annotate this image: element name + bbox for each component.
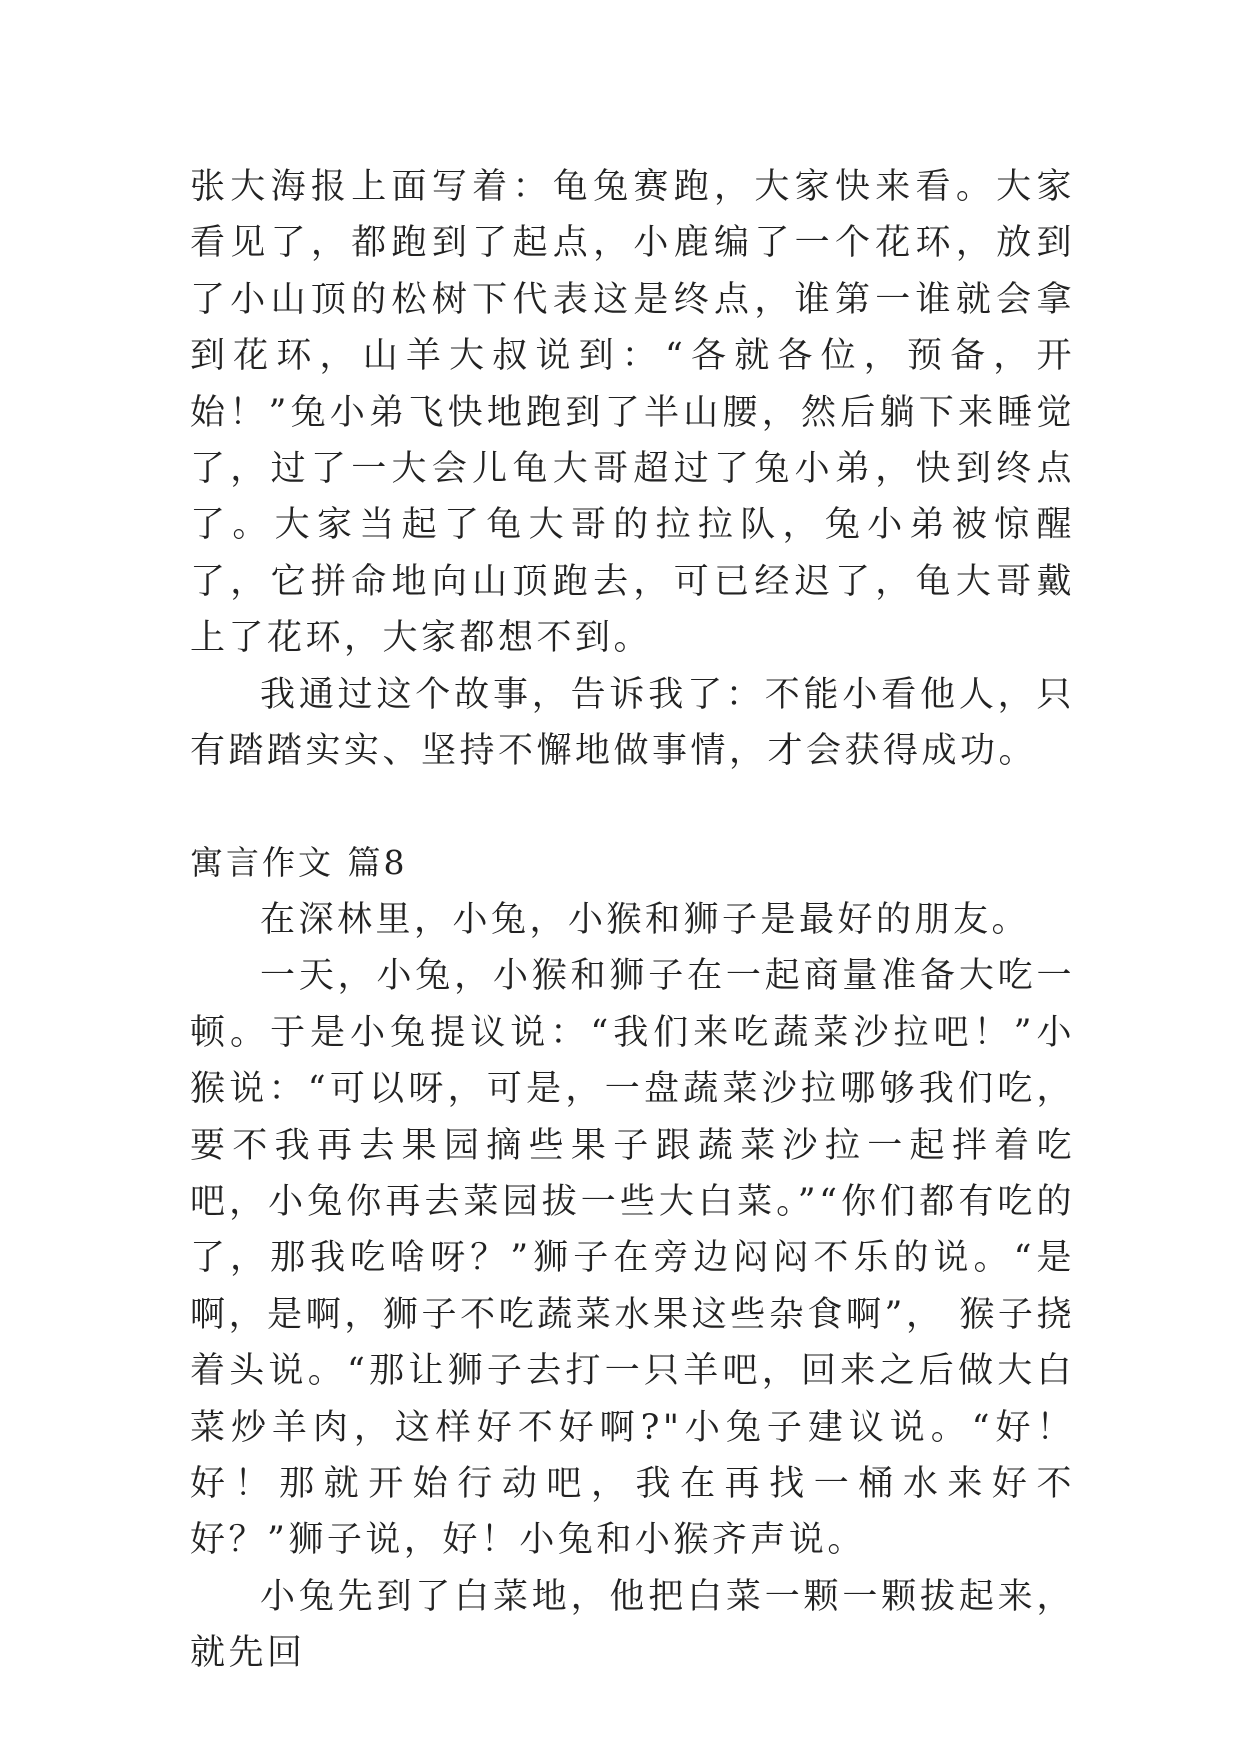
section-gap (190, 779, 1075, 835)
document-body (190, 159, 1075, 1682)
story-paragraph-dialogue: 一天，小兔，小猴和狮子在一起商量准备大吃一顿。于是小兔提议说：“我们来吃蔬菜沙拉吧！”小猴说：“可以呀，可是，一盘蔬菜沙拉哪够我们吃，要不我再去果园摘些果子跟蔬菜沙拉一起拌着吃吧，小兔你再去菜园拔一些大白菜。”“你们都有吃的了，那我吃啥呀？”狮子在旁边闷闷不乐的说。“是啊，是啊，狮子不吃蔬菜水果这些杂食啊”， 猴子挠着头说。“那让狮子去打一只羊吧，回来之后做大白菜炒羊肉，这样好不好啊?"小兔子建议说。“好！好！那就开始行动吧，我在再找一桶水来好不好？”狮子说，好！小兔和小猴齐声说。 (190, 956, 1075, 1561)
story-paragraph-race: 张大海报上面写着：龟兔赛跑，大家快来看。大家看见了，都跑到了起点，小鹿编了一个花环，放到了小山顶的松树下代表这是终点，谁第一谁就会拿到花环，山羊大叔说到：“各就各位，预备，开始！”兔小弟飞快地跑到了半山腰，然后躺下来睡觉了，过了一大会儿龟大哥超过了兔小弟，快到终点了。大家当起了龟大哥的拉拉队，兔小弟被惊醒了，它拼命地向山顶跑去，可已经迟了，龟大哥戴上了花环，大家都想不到。 (190, 167, 1075, 659)
story-paragraph-friends: 在深林里，小兔，小猴和狮子是最好的朋友。 (260, 899, 1031, 940)
story-paragraph-cabbage: 小兔先到了白菜地，他把白菜一颗一颗拔起来，就先回 (190, 1576, 1075, 1674)
story-paragraph-moral: 我通过这个故事，告诉我了：不能小看他人，只有踏踏实实、坚持不懈地做事情，才会获得成功。 (190, 674, 1075, 772)
section-title: 寓言作文 篇8 (190, 843, 408, 883)
